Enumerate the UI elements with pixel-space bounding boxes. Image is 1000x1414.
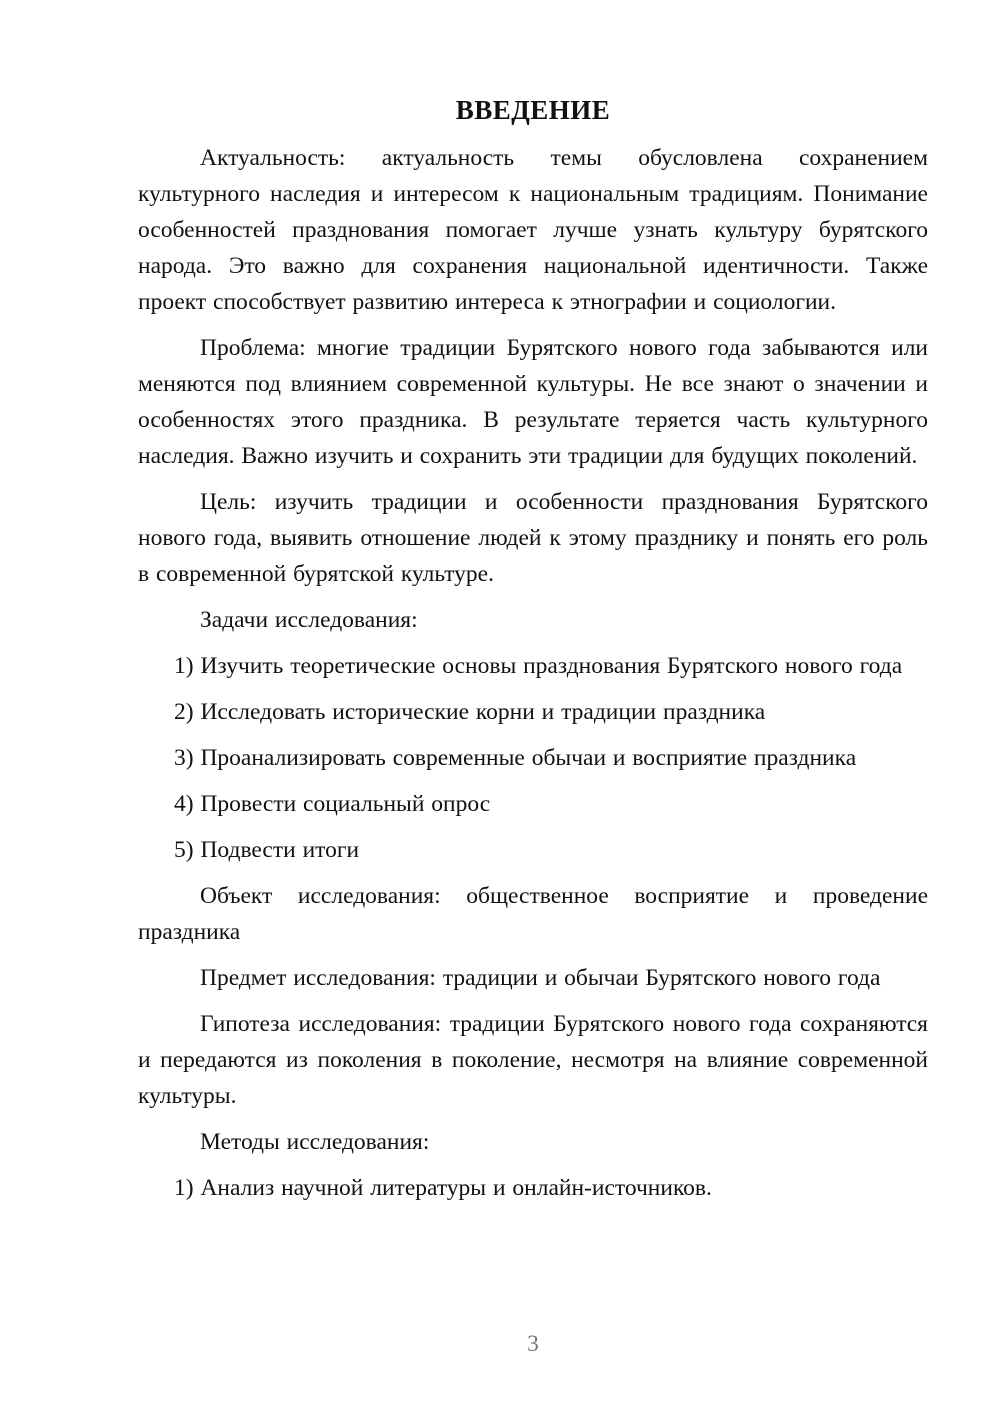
paragraph-hypothesis: Гипотеза исследования: традиции Бурятского нового года сохраняются и передаются из поколения в поколение, несмотря на влияние современной культуры. [138, 1011, 928, 1109]
list-item-task-4: 4) Провести социальный опрос [174, 791, 491, 817]
list-item-task-2: 2) Исследовать исторические корни и традиции праздника [174, 699, 766, 725]
paragraph-relevance: Актуальность: актуальность темы обусловлена сохранением культурного наследия и интересом к национальным традициям. Понимание особенностей празднования помогает лучше узнать культуру бурятского народа. Это важно для сохранения национальной идентичности. Также проект способствует развитию интереса к этнографии и социологии. [138, 145, 928, 315]
list-item-task-3: 3) Проанализировать современные обычаи и восприятие праздника [174, 745, 857, 771]
page-number: 3 [527, 1331, 539, 1357]
paragraph-subject: Предмет исследования: традиции и обычаи Бурятского нового года [200, 965, 881, 991]
list-item-task-5: 5) Подвести итоги [174, 837, 360, 863]
page-title: ВВЕДЕНИЕ [455, 95, 611, 125]
paragraph-tasks-label: Задачи исследования: [200, 607, 418, 633]
document-content [138, 92, 928, 1216]
list-item-task-1: 1) Изучить теоретические основы празднования Бурятского нового года [174, 653, 903, 679]
paragraph-problem: Проблема: многие традиции Бурятского нового года забываются или меняются под влиянием современной культуры. Не все знают о значении и особенностях этого праздника. В результате теряется часть культурного наследия. Важно изучить и сохранить эти традиции для будущих поколений. [138, 335, 928, 469]
paragraph-goal: Цель: изучить традиции и особенности празднования Бурятского нового года, выявить отношение людей к этому празднику и понять его роль в современной бурятской культуре. [138, 489, 928, 587]
paragraph-object: Объект исследования: общественное восприятие и проведение праздника [138, 883, 928, 945]
paragraph-methods-label: Методы исследования: [200, 1129, 430, 1155]
list-item-method-1: 1) Анализ научной литературы и онлайн-источников. [174, 1175, 712, 1201]
